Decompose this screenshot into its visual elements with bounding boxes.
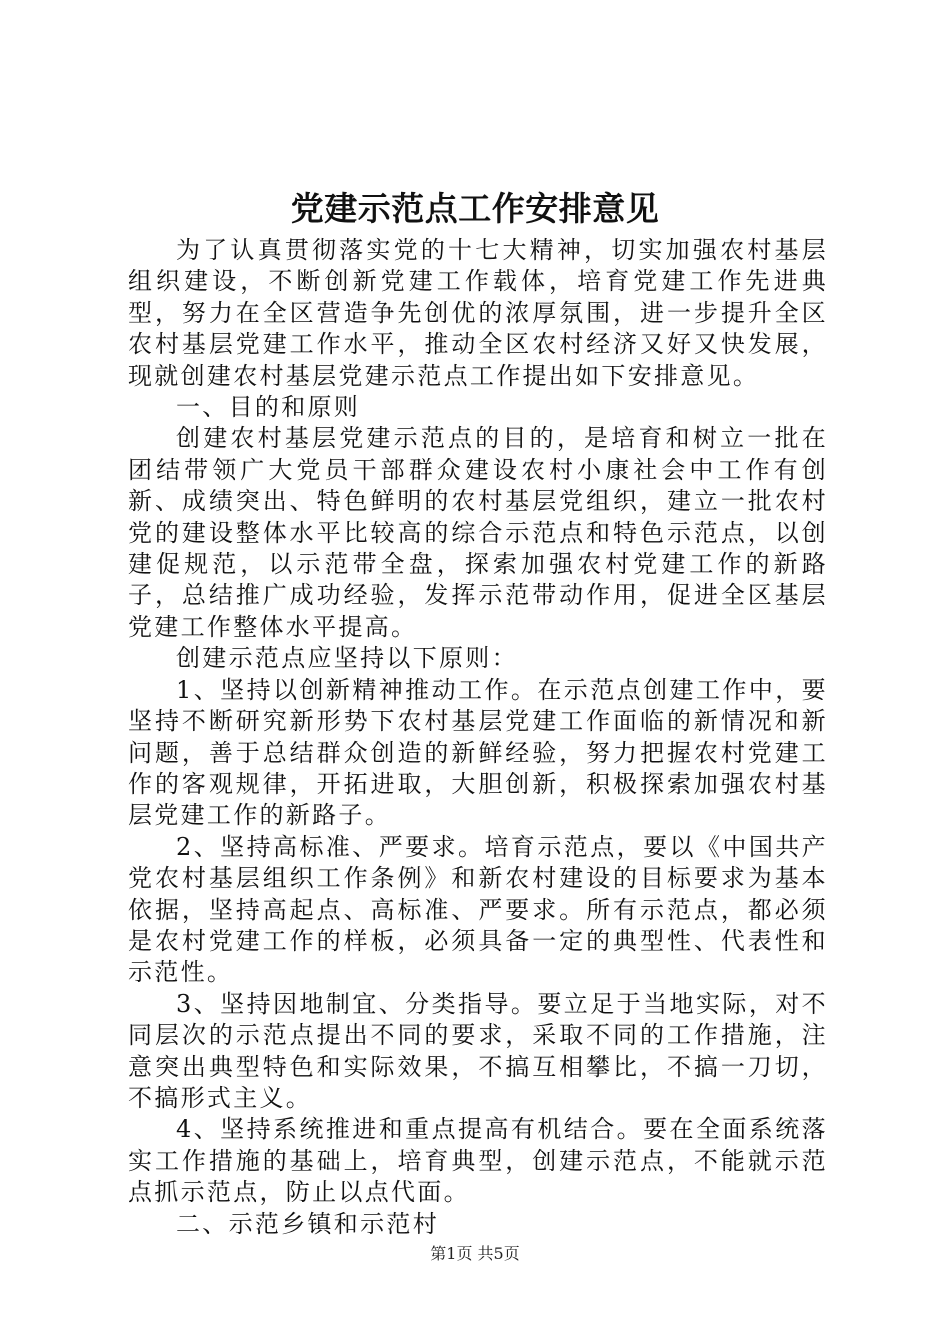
paragraph-purpose: 创建农村基层党建示范点的目的，是培育和树立一批在团结带领广大党员干部群众建设农村小康社会中工作有创新、成绩突出、特色鲜明的农村基层党组织，建立一批农村党的建设整体水平比较高的综合示范点和特色示范点，以创建促规范，以示范带全盘，探索加强农村党建工作的新路子，总结推广成功经验，发挥示范带动作用，促进全区基层党建工作整体水平提高。 <box>128 424 828 641</box>
page-footer: 第1页 共5页 <box>430 1244 520 1263</box>
paragraph-principle-4: 4、坚持系统推进和重点提高有机结合。要在全面系统落实工作措施的基础上，培育典型，创建示范点，不能就示范点抓示范点，防止以点代面。 <box>128 1115 828 1207</box>
document-title: 党建示范点工作安排意见 <box>290 189 660 228</box>
paragraph-principle-3: 3、坚持因地制宜、分类指导。要立足于当地实际，对不同层次的示范点提出不同的要求，采取不同的工作措施，注意突出典型特色和实际效果，不搞互相攀比，不搞一刀切，不搞形式主义。 <box>128 989 828 1112</box>
paragraph-principle-2: 2、坚持高标准、严要求。培育示范点，要以《中国共产党农村基层组织工作条例》和新农村建设的目标要求为基本依据，坚持高起点、高标准、严要求。所有示范点，都必须是农村党建工作的样板，必须具备一定的典型性、代表性和示范性。 <box>128 832 828 987</box>
paragraph-intro: 为了认真贯彻落实党的十七大精神，切实加强农村基层组织建设，不断创新党建工作载体，培育党建工作先进典型，努力在全区营造争先创优的浓厚氛围，进一步提升全区农村基层党建工作水平，推动全区农村经济又好又快发展，现就创建农村基层党建示范点工作提出如下安排意见。 <box>128 236 828 390</box>
document-body <box>128 235 828 1240</box>
heading-section-2: 二、示范乡镇和示范村 <box>176 1209 439 1238</box>
paragraph-principles-intro: 创建示范点应坚持以下原则： <box>176 644 518 673</box>
paragraph-principle-1: 1、坚持以创新精神推动工作。在示范点创建工作中，要坚持不断研究新形势下农村基层党建工作面临的新情况和新问题，善于总结群众创造的新鲜经验，努力把握农村党建工作的客观规律，开拓进取，大胆创新，积极探索加强农村基层党建工作的新路子。 <box>128 675 828 830</box>
heading-section-1: 一、目的和原则 <box>176 393 361 422</box>
